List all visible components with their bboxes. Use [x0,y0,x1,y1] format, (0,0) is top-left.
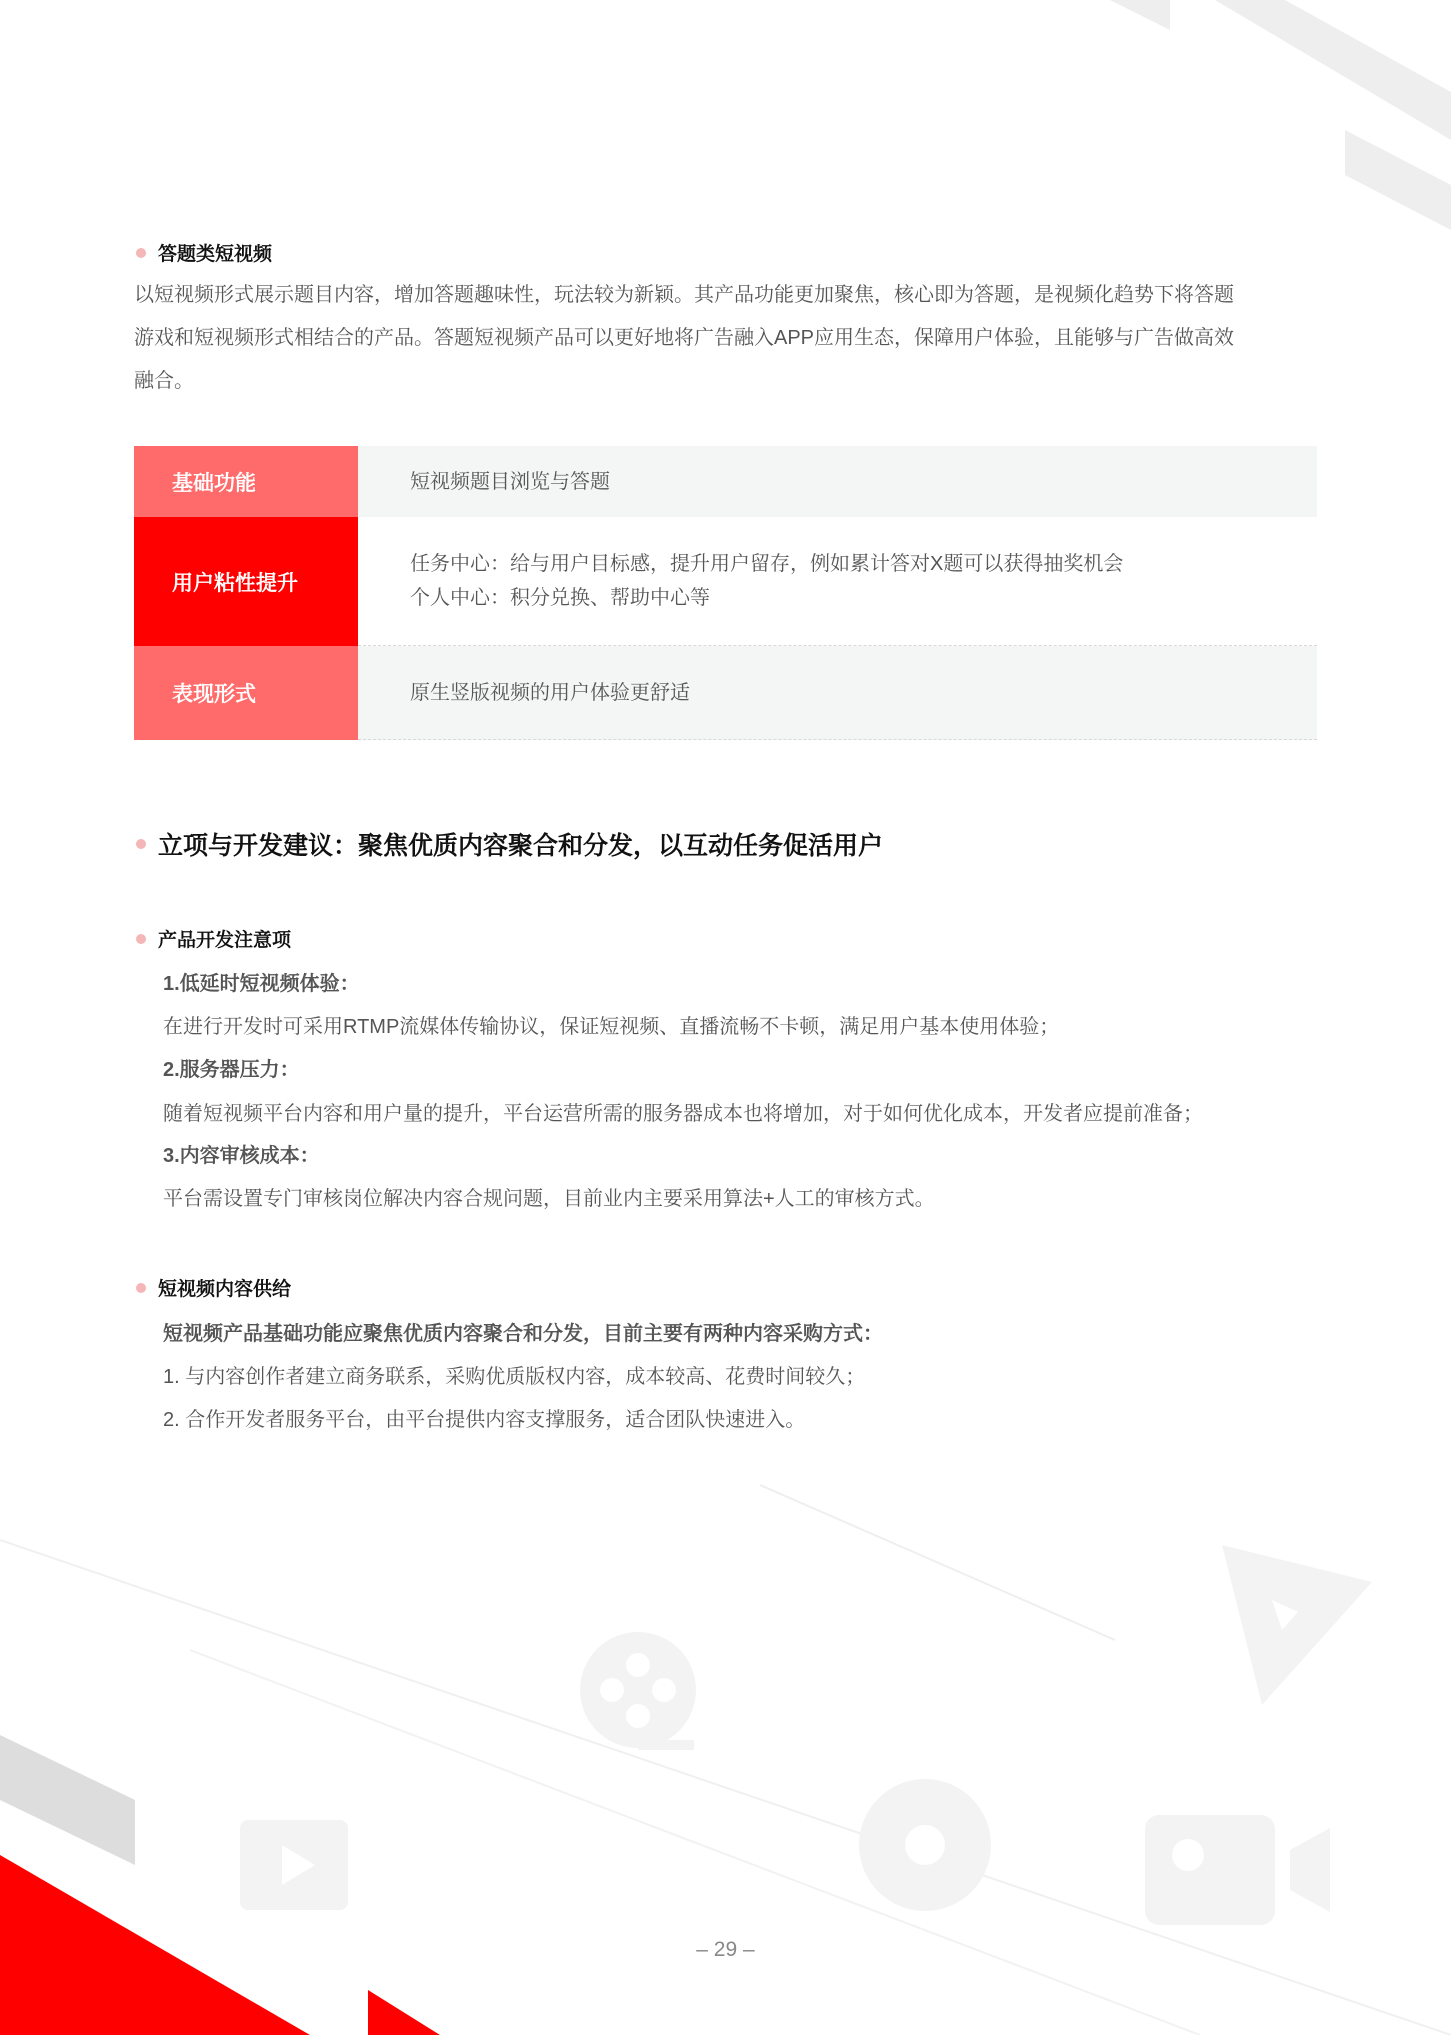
table-row-value [358,646,1317,740]
section-heading [136,239,272,266]
bullet-dot [136,248,146,258]
table-row-value [358,517,1317,646]
item-title: 2.服务器压力： [163,1059,300,1081]
bullet-dot [136,1283,146,1293]
item-text: 随着短视频平台内容和用户量的提升，平台运营所需的服务器成本也将增加，对于如何优化成本，开发者应提前准备； [163,1103,1203,1125]
table-value-line: 短视频题目浏览与答题 [410,470,610,493]
page-number: – 29 – [696,1938,755,1961]
section-heading [136,826,883,862]
section-heading [136,925,291,952]
item-text: 在进行开发时可采用RTMP流媒体传输协议，保证短视频、直播流畅不卡顿，满足用户基本使用体验； [163,1016,1060,1038]
paragraph-line: 融合。 [134,370,194,392]
section-paragraph [134,274,1324,403]
bullet-dot [136,839,146,849]
supply-intro: 短视频产品基础功能应聚焦优质内容聚合和分发，目前主要有两种内容采购方式： [163,1323,883,1345]
section-title: 短视频内容供给 [158,1279,292,1300]
item-text: 平台需设置专门审核岗位解决内容合规问题，目前业内主要采用算法+人工的审核方式。 [163,1188,935,1210]
table-row [134,446,1317,517]
table-row-value [358,446,1317,517]
table-row [134,517,1317,646]
table-row [134,646,1317,740]
item-title: 1.低延时短视频体验： [163,973,360,995]
supply-item: 1. 与内容创作者建立商务联系，采购优质版权内容，成本较高、花费时间较久； [163,1366,866,1388]
table-row-label: 基础功能 [134,446,358,517]
item-title: 3.内容审核成本： [163,1145,320,1167]
table-value-line: 原生竖版视频的用户体验更舒适 [410,681,690,704]
section-title: 答题类短视频 [158,244,273,265]
table-value-line: 任务中心：给与用户目标感，提升用户留存，例如累计答对X题可以获得抽奖机会 [410,553,1124,575]
section-title: 产品开发注意项 [158,930,292,951]
table-row-label: 表现形式 [134,646,358,740]
section-heading [136,1274,291,1301]
paragraph-line: 游戏和短视频形式相结合的产品。答题短视频产品可以更好地将广告融入APP应用生态，保障用户体验，且能够与广告做高效 [134,327,1235,349]
feature-table [134,446,1317,740]
paragraph-line: 以短视频形式展示题目内容，增加答题趣味性，玩法较为新颖。其产品功能更加聚焦，核心即为答题，是视频化趋势下将答题 [134,284,1234,306]
section-title: 立项与开发建议：聚焦优质内容聚合和分发，以互动任务促活用户 [158,832,884,860]
bullet-dot [136,934,146,944]
table-value-line: 个人中心：积分兑换、帮助中心等 [410,587,710,609]
table-row-label: 用户粘性提升 [134,517,358,646]
supply-item: 2. 合作开发者服务平台，由平台提供内容支撑服务，适合团队快速进入。 [163,1409,806,1431]
